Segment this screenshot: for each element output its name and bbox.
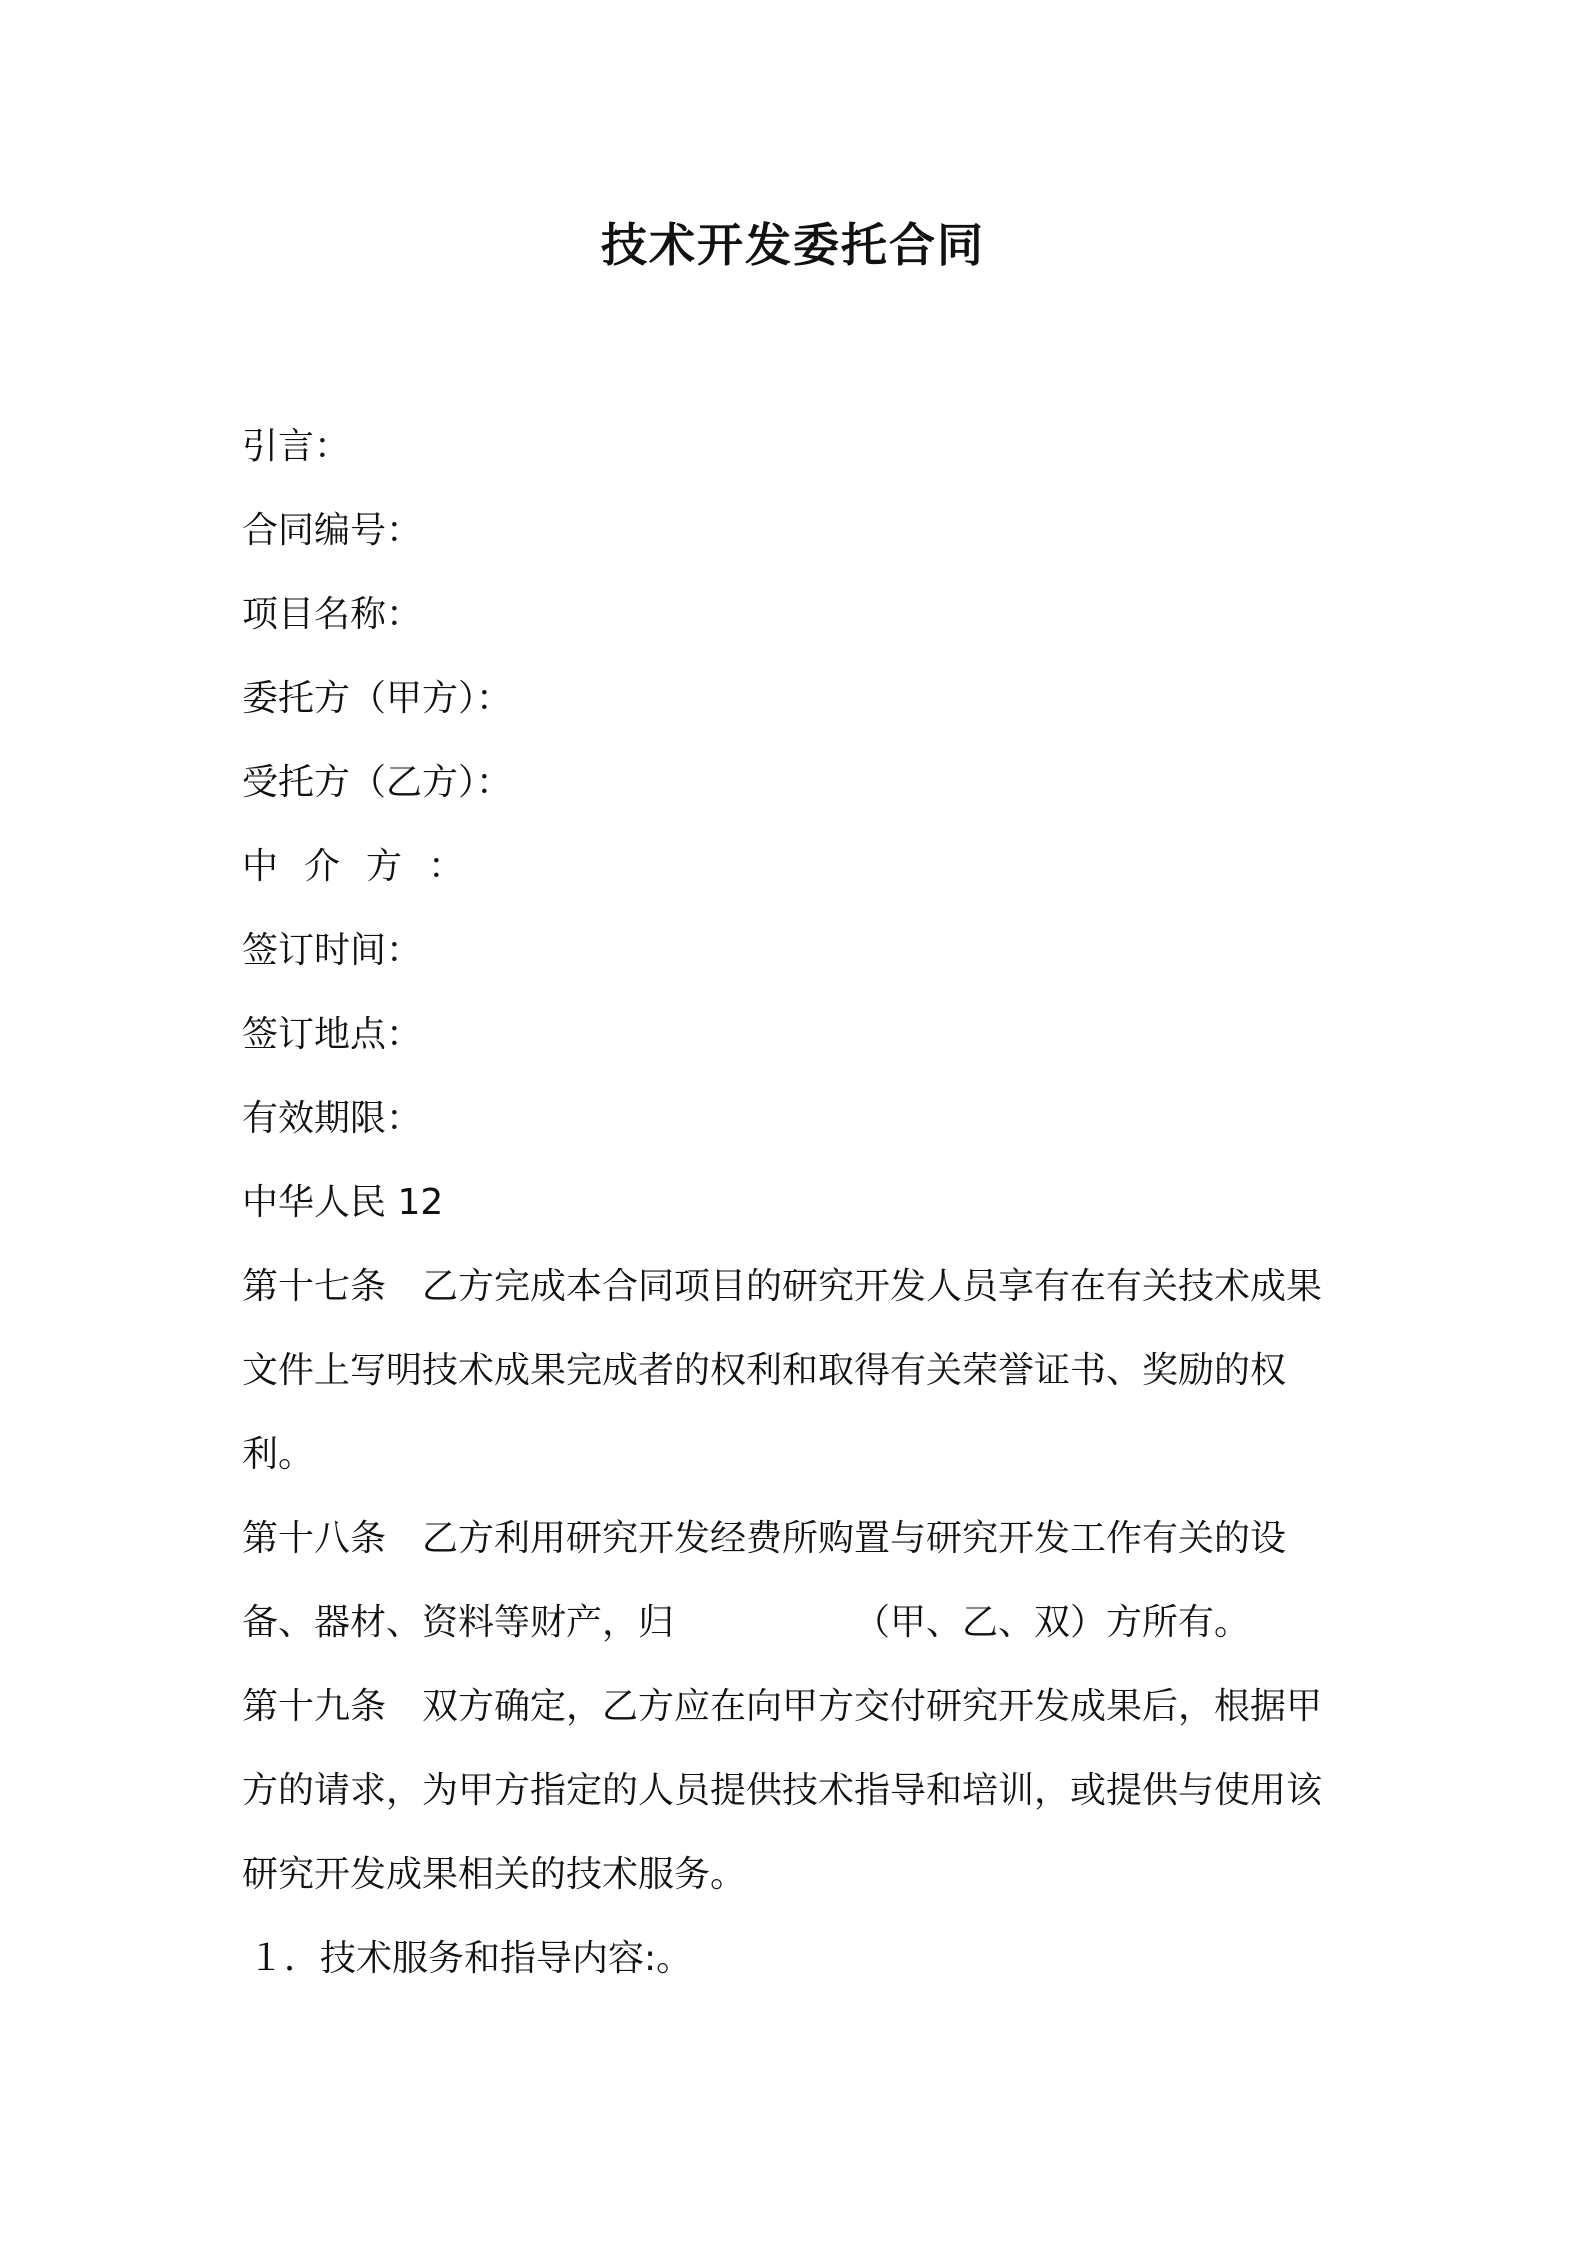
article-number: 第十九条 xyxy=(242,1686,387,1727)
field-validity-period: 有效期限： xyxy=(242,1098,423,1139)
field-contract-number: 合同编号： xyxy=(242,510,423,551)
field-contractor-party-b: 受托方（乙方）： xyxy=(242,762,513,803)
field-project-name: 项目名称： xyxy=(242,594,423,635)
article-text-continued: （甲、乙、双）方所有。 xyxy=(854,1602,1251,1643)
country-line: 中华人民 12 xyxy=(242,1182,444,1223)
article-text: 乙方完成本合同项目的研究开发人员享有在有关技术成果文件上写明技术成果完成者的权利和取得有关荣誉证书、奖励的权利。 xyxy=(242,1266,1323,1475)
article-19 xyxy=(242,1665,1357,1917)
article-17 xyxy=(242,1245,1357,1497)
article-text: 双方确定，乙方应在向甲方交付研究开发成果后，根据甲方的请求，为甲方指定的人员提供技术指导和培训，或提供与使用该研究开发成果相关的技术服务。 xyxy=(242,1686,1323,1895)
article-number: 第十七条 xyxy=(242,1266,387,1307)
article-number: 第十八条 xyxy=(242,1518,387,1559)
article-18 xyxy=(242,1497,1357,1665)
list-item-1: １．技术服务和指导内容:。 xyxy=(248,1938,693,1979)
field-intermediary: 中介方： xyxy=(242,846,491,887)
article-text: 乙方利用研究开发经费所购置与研究开发工作有关的设备、器材、资料等财产，归 xyxy=(242,1518,1287,1643)
field-introduction: 引言： xyxy=(242,426,351,467)
field-signing-place: 签订地点： xyxy=(242,1014,423,1055)
document-title: 技术开发委托合同 xyxy=(601,218,985,272)
document-body xyxy=(242,405,1357,2001)
field-client-party-a: 委托方（甲方）： xyxy=(242,678,513,719)
field-signing-time: 签订时间： xyxy=(242,930,423,971)
